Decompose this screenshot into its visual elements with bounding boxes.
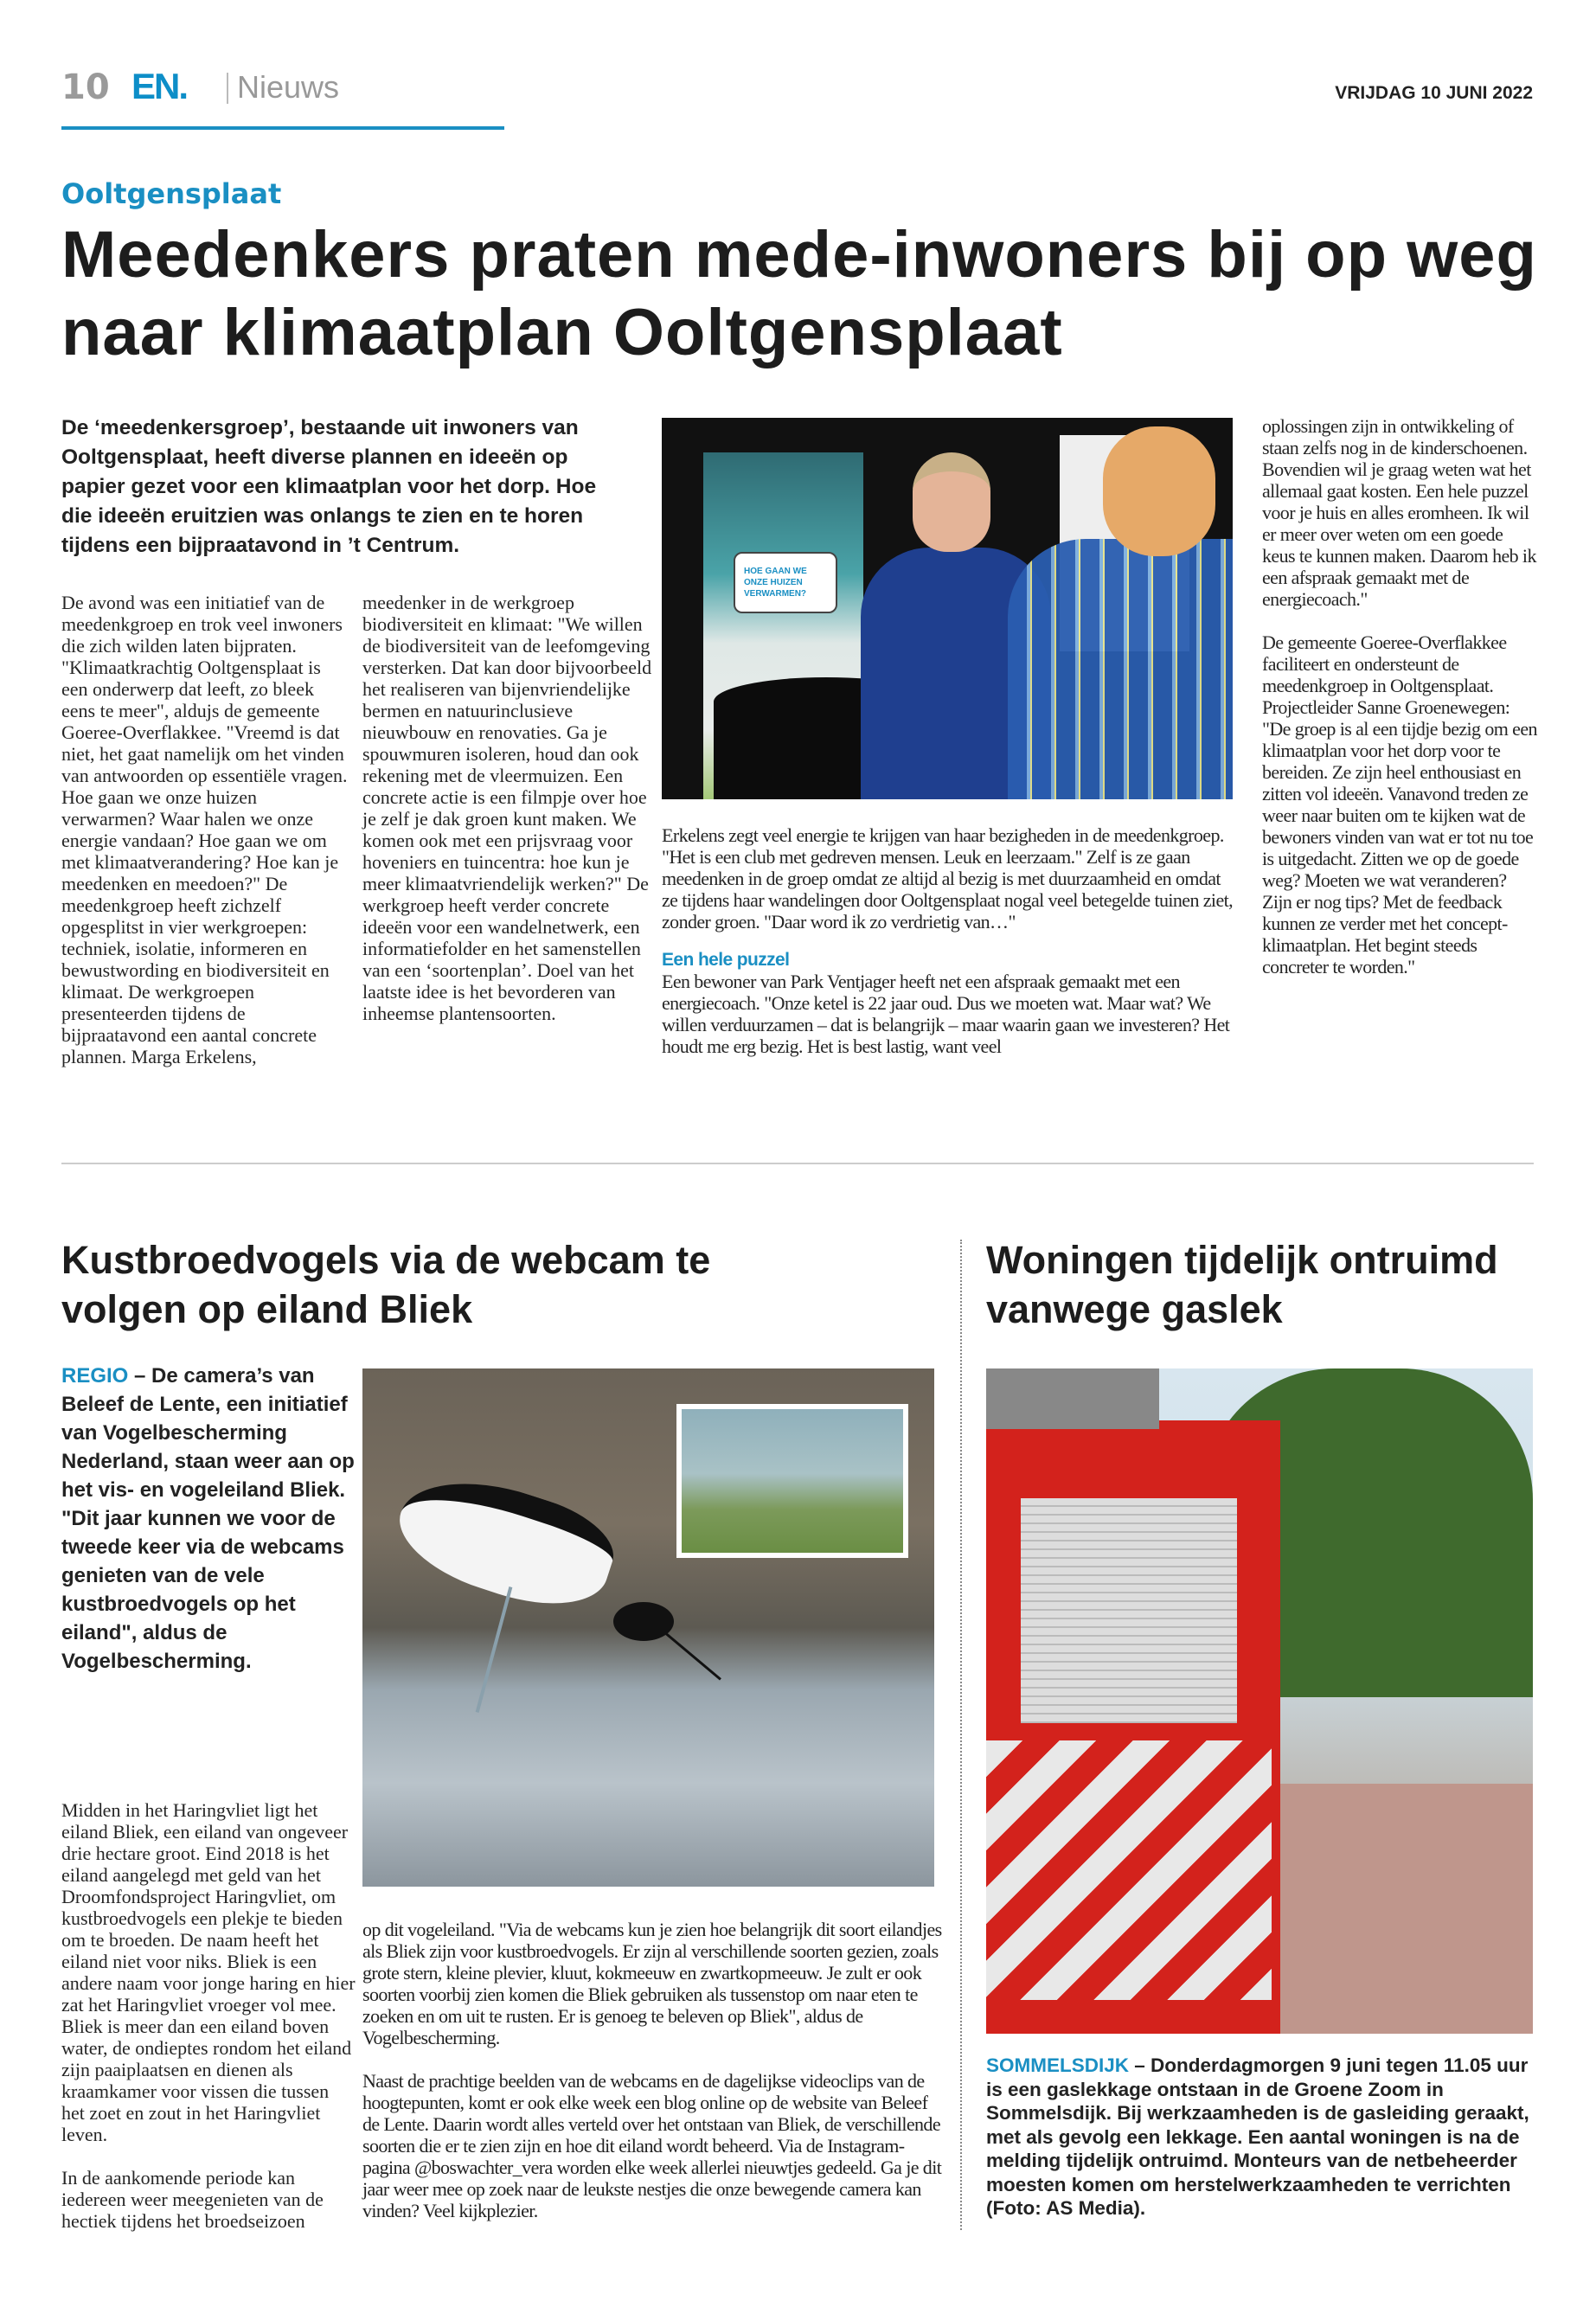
photo-caption: [986, 2054, 1540, 2221]
avocet-legs: [476, 1586, 513, 1713]
paragraph: Midden in het Haringvliet ligt het eiland Bliek, een eiland van ongeveer drie hectare groot. Eind 2018 is het eiland aangelegd met geld van het Droomfondsproject Haringvliet, om kustbroedvogels een plekje te bieden om te broeden. De naam heeft het eiland niet voor niks. Bliek is een andere naam voor jonge haring en hier zat het Haringvliet vroeger vol mee. Bliek is meer dan een eiland boven water, de ondieptes rondom het eiland zijn paaiplaatsen en dienen als kraamkamer voor vissen die tussen het zoet en zout in het Haringvliet leven.: [61, 1799, 356, 2145]
article-headline: Woningen tijdelijk ontruimd vanwege gaslek: [986, 1238, 1498, 1331]
banner-speech-bubble: HOE GAAN WE ONZE HUIZEN VERWARMEN?: [734, 552, 837, 613]
body-column: [362, 1919, 942, 2221]
header-separator: [227, 73, 228, 104]
paragraph: Een bewoner van Park Ventjager heeft net een afspraak gemaakt met een energiecoach. "Onze ketel is 22 jaar oud. Dus we moeten wat. Maar wat? We willen verduurzamen – dat is belangrijk – maar waarin gaan we investeren? Het houdt me erg bezig. Het is best lastig, want veel: [662, 971, 1230, 1057]
section-divider: [61, 1163, 1534, 1164]
paragraph: Naast de prachtige beelden van de webcams en de dagelijkse videoclips van de hoogtepunten, komt er ook elke week een blog online op de website van Beleef de Lente. Daarin wordt alles verteld over het ontstaan van Bliek, de verschillende soorten die er te zien zijn en hoe dit eiland wordt beheerd. Via de Instagram-pagina @boswachter_vera worden elke week allerlei nieuwtjes gedeeld. Ga je dit jaar weer mee op zoek naar de leukste nestjes die onze bewegende camera kan vinden? Veel kijkplezier.: [362, 2070, 942, 2221]
page-number: 10: [61, 67, 110, 107]
paragraph: De gemeente Goeree-Overflakkee faciliteert en ondersteunt de meedenkgroep in Ooltgensplaat. Projectleider Sanne Groenewegen: "De groep is al een tijdje bezig om een klimaatplan voor het dorp voor te bereiden. Ze zijn heel enthousiast en zitten vol ideeën. Vanavond treden ze weer naar buiten om te kijken wat de bewoners vinden van wat er tot nu toe is uitgedacht. Zitten we op de goede weg? Moeten we wat veranderen? Zijn er nog tips? Met de feedback kunnen ze verder met het concept-klimaatplan. Het begint steeds concreter te worden.": [1262, 631, 1537, 977]
body-column-4: [1262, 415, 1539, 977]
newspaper-logo: EN.: [131, 66, 188, 106]
avocet-beak: [660, 1628, 721, 1680]
body-column-2: meedenker in de werkgroep biodiversiteit en klimaat: "We willen de biodiversiteit van de leefomgeving versterken. Dat kan door bijvoorbeeld het realiseren van bijenvriendelijke bermen en natuurinclusieve nieuwbouw en renovaties. Ga je spouwmuren isoleren, houd dan ook rekening met de vleermuizen. Een concrete actie is een filmpje over hoe je zelf je dak groen kunt maken. We komen ook met een prijsvraag voor hoveniers en tuincentra: hoe kun je meer klimaatvriendelijk werken?" De werkgroep heeft verder concrete ideeën voor een wandelnetwerk, een informatiefolder en het samenstellen van een ‘soortenplan’. Doel van het laatste idee is het bevorderen van inheemse plantensoorten.: [362, 592, 652, 1024]
paragraph: oplossingen zijn in ontwikkeling of staan zelfs nog in de kinderschoenen. Bovendien wil je graag weten wat het allemaal gaat kosten. Een hele puzzel voor je huis en alles eromheen. Ik wil er meer over weten om een goede keus te kunnen maken. Daarom heb ik een afspraak gemaakt met de energiecoach.": [1262, 415, 1536, 610]
avocet-head: [613, 1602, 674, 1641]
article-headline: Kustbroedvogels via de webcam te volgen op eiland Bliek: [61, 1238, 711, 1331]
man-face: [913, 452, 990, 552]
paragraph: Erkelens zegt veel energie te krijgen van haar bezigheden in de meedenkgroep. "Het is een club met gedreven mensen. Leuk en leerzaam." Zelf is ze gaan meedenken in de groep omdat ze altijd al bezig is met duurzaamheid en omdat ze tijdens haar wandelingen door Ooltgensplaat nogal veel betegelde tuinen ziet, zonder groen. "Daar word ik zo verdrietig van…": [662, 824, 1234, 933]
caption-text: – Donderdagmorgen 9 juni tegen 11.05 uur is een gaslekkage ontstaan in de Groene Zoom in Sommelsdijk. Bij werkzaamheden is de gasleiding geraakt, met als gevolg een lekkage. Een aantal woningen is na de melding tijdelijk ontruimd. Monteurs van de netbeheerder moesten komen om herstelwerkzaamheden te verrichten (Foto: AS Media).: [986, 2054, 1529, 2219]
man-in-plaid-shirt: [1008, 539, 1233, 799]
header-rule: [61, 126, 504, 130]
subheading: Een hele puzzel: [662, 950, 790, 970]
body-column-3: [662, 824, 1237, 1057]
lead-text: – De camera’s van Beleef de Lente, een initiatief van Vogelbescherming Nederland, staan weer aan op het vis- en vogeleiland Bliek. "Dit jaar kunnen we voor de tweede keer via de webcams genieten van de vele kustbroedvogels op het eiland", aldus de Vogelbescherming.: [61, 1364, 355, 1673]
fire-truck-photo: [986, 1368, 1533, 2034]
street: [1280, 1784, 1533, 2034]
paragraph: op dit vogeleiland. "Via de webcams kun je zien hoe belangrijk dit soort eilandjes als Bliek zijn voor kustbroedvogels. Er zijn al verschillende soorten gezien, zoals grote stern, kleine plevier, kluut, kokmeeuw en zwartkopmeeuw. Je zult er ook soorten voorbij zien komen die Bliek gebruiken als tussenstop om naar eten te zoeken en om uit te rusten. Er is genoeg te beleven op Bliek", aldus de Vogelbescherming.: [362, 1919, 942, 2048]
truck-roof-equipment: [986, 1368, 1159, 1429]
truck-shutters: [1021, 1498, 1237, 1723]
section-name: Nieuws: [237, 69, 340, 105]
article-headline: Meedenkers praten mede-inwoners bij op weg naar klimaatplan Ooltgensplaat: [61, 218, 1537, 369]
body-column: [61, 1799, 356, 2232]
dateline: SOMMELSDIJK: [986, 2054, 1130, 2076]
dateline: REGIO: [61, 1364, 129, 1388]
article-kicker: Ooltgensplaat: [61, 177, 282, 210]
blond-head: [1103, 426, 1215, 556]
inset-photo-terns: [676, 1404, 908, 1558]
avocet-photo: [362, 1368, 934, 1887]
body-column-1: De avond was een initiatief van de meedenkgroep en trok veel inwoners die zich wilden laten bijpraten. "Klimaatkrachtig Ooltgensplaat is een onderwerp dat leeft, zo bleek eens te meer", aldujs de gemeente Goeree-Overflakkee. "Vreemd is dat niet, het gaat namelijk om het vinden van antwoorden op essentiële vragen. Hoe gaan we onze huizen verwarmen? Waar halen we onze energie vandaan? Hoe gaan we om met klimaatverandering? Hoe kan je meedenken en meedoen?" De meedenkgroep heeft zichzelf opgesplitst in vier werkgroepen: techniek, isolatie, informeren en bewustwording en biodiversiteit en klimaat. De werkgroepen presenteerden tijdens de bijpraatavond een aantal concrete plannen. Marga Erkelens,: [61, 592, 348, 1067]
article-intro: De ‘meedenkersgroep’, bestaande uit inwoners van Ooltgensplaat, heeft diverse plannen en ideeën op papier gezet voor een klimaatplan voor het dorp. Hoe die ideeën eruitzien was onlangs te zien en te horen tijdens een bijpraatavond in ’t Centrum.: [61, 416, 597, 557]
truck-chevrons: [986, 1740, 1272, 2000]
issue-date: VRIJDAG 10 JUNI 2022: [1335, 83, 1533, 103]
meeting-photo: [662, 418, 1233, 799]
paragraph: In de aankomende periode kan iedereen weer meegenieten van de hectiek tijdens het broedseizoen: [61, 2167, 324, 2232]
column-divider: [960, 1240, 962, 2230]
article-lead: [61, 1362, 356, 1676]
